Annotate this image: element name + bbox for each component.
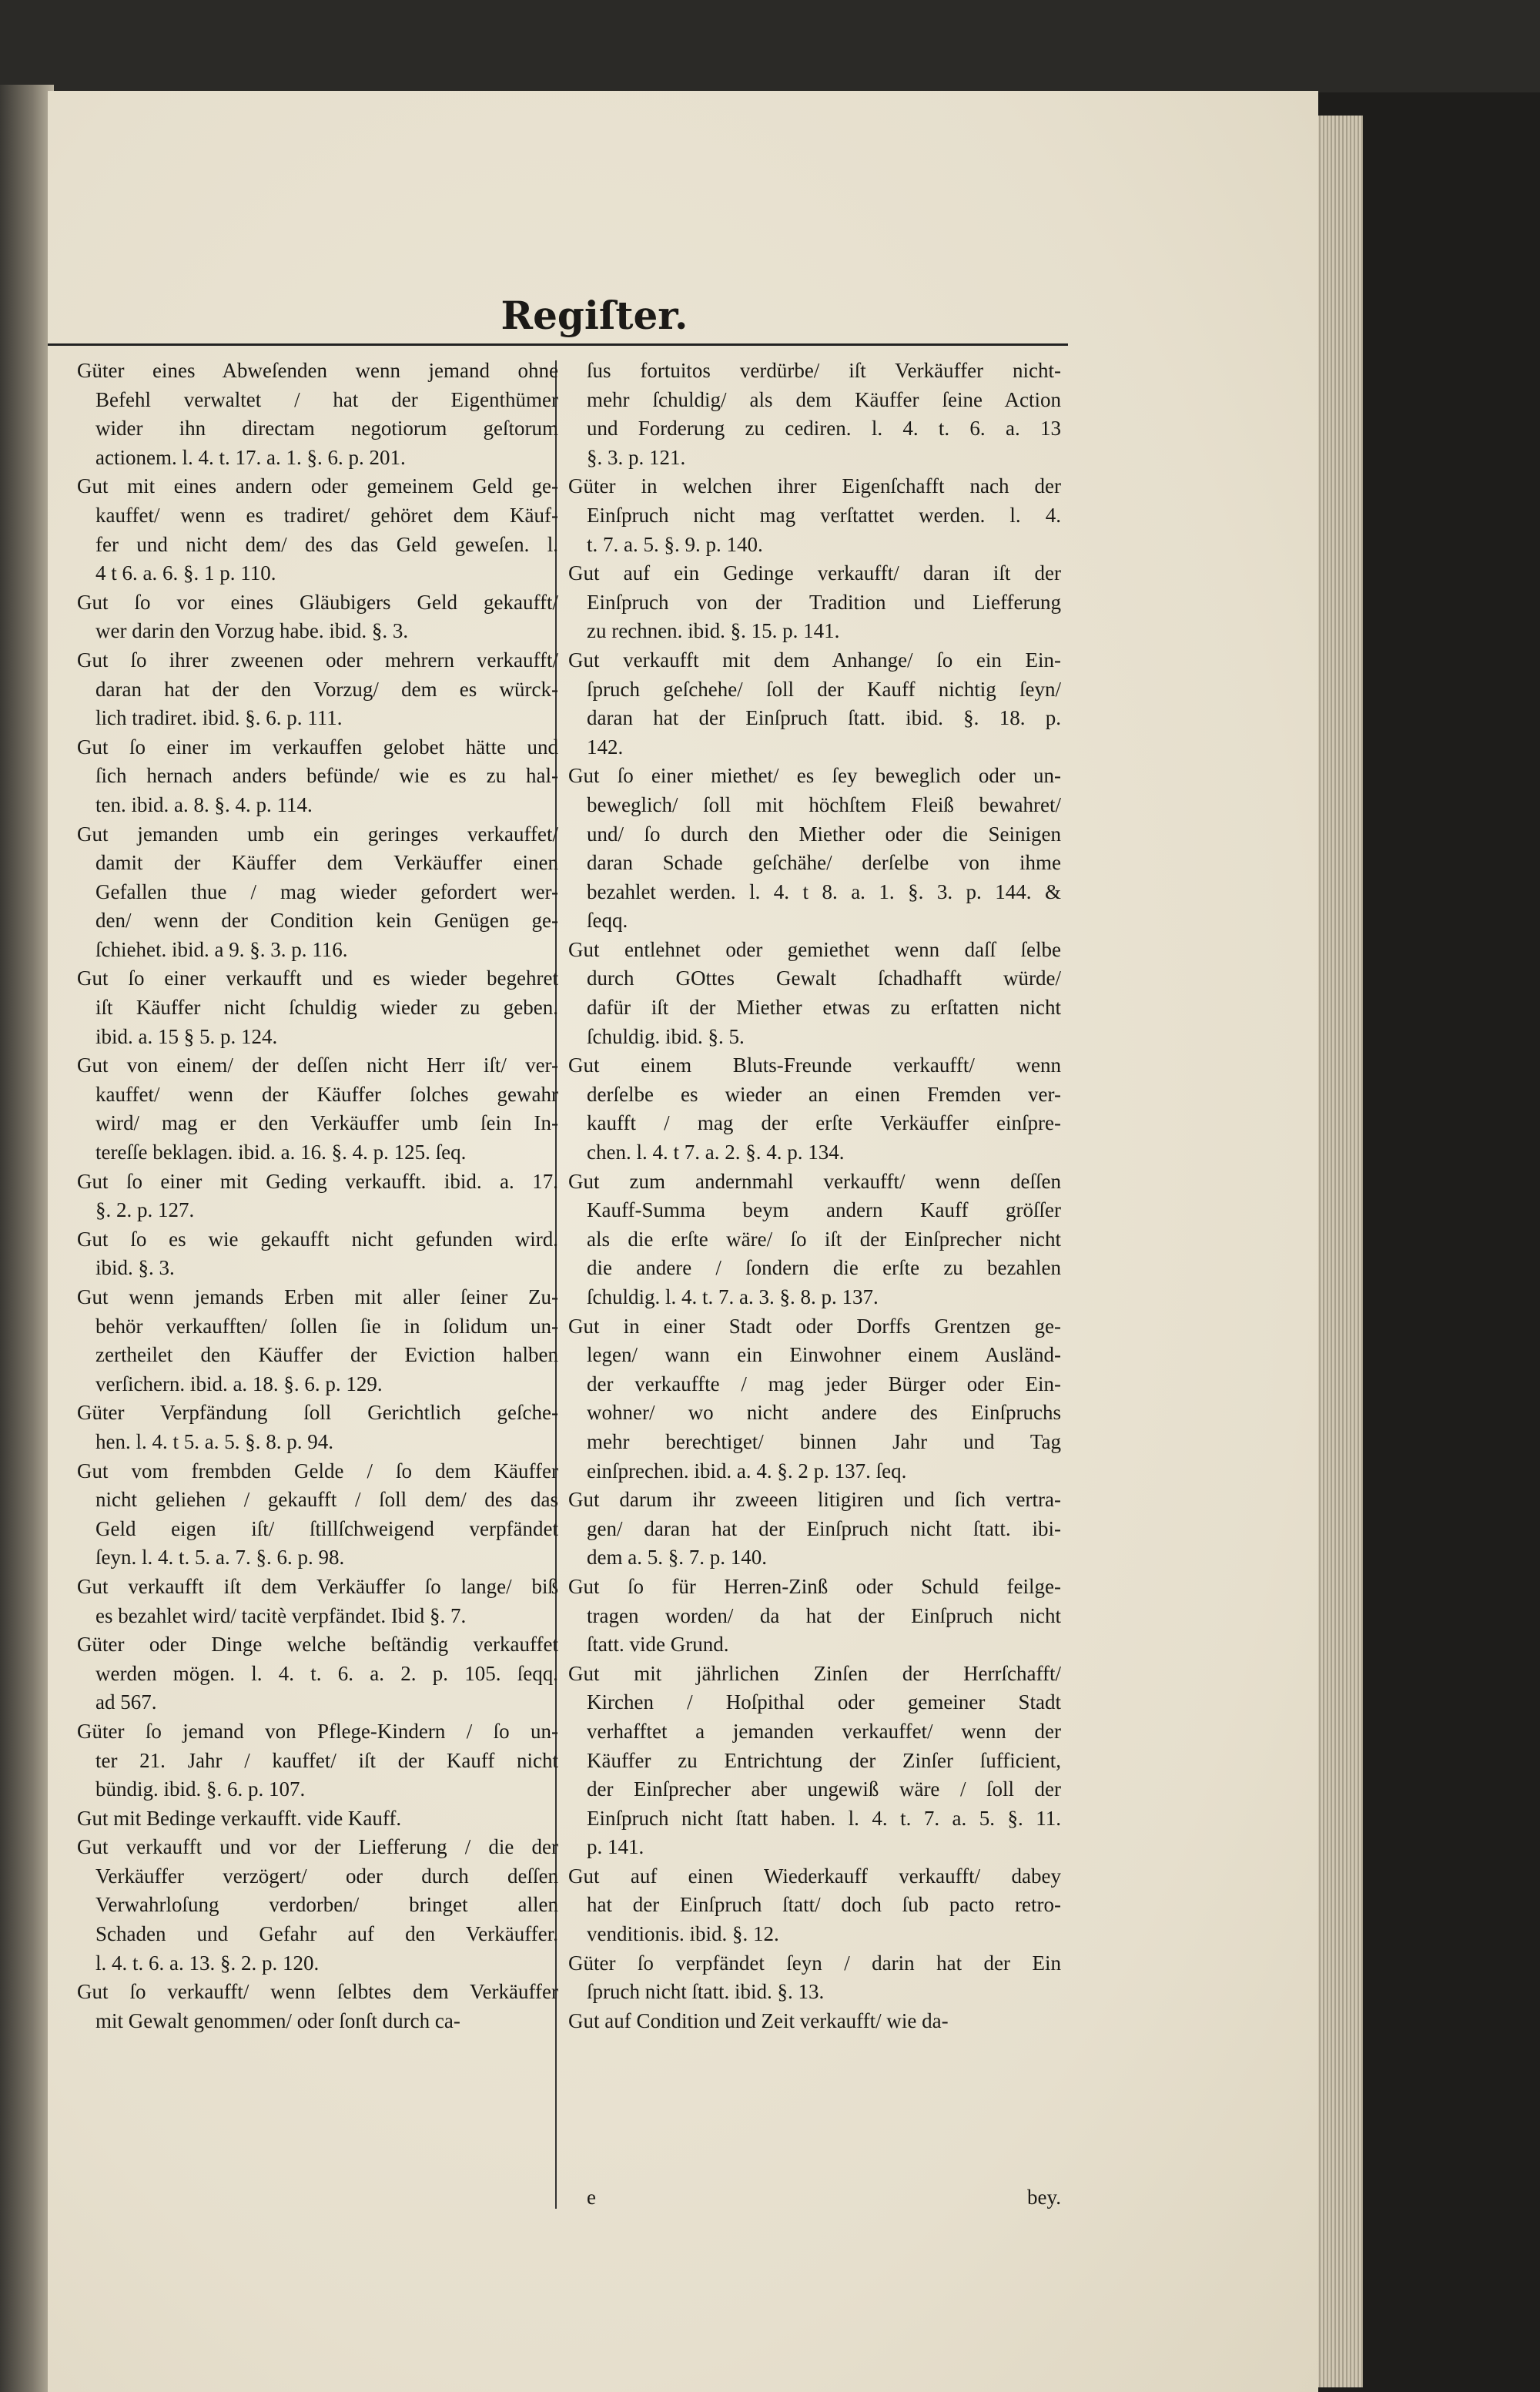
entry-line: zu rechnen. ibid. §. 15. p. 141.: [587, 619, 840, 643]
entry-line: daran hat der den Vorzug/ dem es würck-: [95, 677, 558, 701]
index-entry: [77, 1573, 558, 1630]
entry-line: daran Schade geſchähe/ derſelbe von ihme: [587, 851, 1061, 875]
index-entry: [77, 820, 558, 965]
index-entry: [568, 1949, 1061, 2007]
index-entry: [568, 559, 1061, 646]
entry-line: Einſpruch von der Tradition und Liefferung: [587, 590, 1061, 614]
entry-line: §. 3. p. 121.: [587, 445, 686, 469]
entry-line: Kirchen / Hoſpithal oder gemeiner Stadt: [587, 1690, 1061, 1714]
entry-line: hat der Einſpruch ſtatt/ doch ſub pacto retro-: [587, 1893, 1061, 1917]
entry-line: Gut jemanden umb ein geringes verkauffet/: [77, 822, 558, 846]
entry-line: wird/ mag er den Verkäuffer umb ſein In-: [95, 1111, 558, 1135]
entry-line: verhafftet a jemanden verkauffet/ wenn der: [587, 1719, 1061, 1743]
index-entry: [568, 2007, 1061, 2036]
entry-line: wider ihn directam negotiorum geſtorum: [95, 417, 558, 441]
entry-line: Gut von einem/ der deſſen nicht Herr iſt/ ver-: [77, 1054, 558, 1077]
entry-line: ibid. §. 3.: [95, 1256, 175, 1280]
entry-line: Güter Verpfändung ſoll Gerichtlich geſche-: [77, 1401, 558, 1425]
entry-line: Einſpruch nicht ſtatt haben. l. 4. t. 7. a. 5. §. 11.: [587, 1806, 1061, 1830]
entry-line: bezahlet werden. l. 4. t 8. a. 1. §. 3. p. 144. &: [587, 879, 1061, 903]
entry-line: der Einſprecher aber ungewiß wäre / ſoll der: [587, 1777, 1061, 1801]
index-entry: [568, 472, 1061, 559]
entry-line: Gut ſo vor eines Gläubigers Geld gekaufft/: [77, 590, 558, 614]
index-entry: [77, 1168, 558, 1225]
entry-line: mehr berechtiget/ binnen Jahr und Tag: [587, 1429, 1061, 1453]
entry-line: daran hat der Einſpruch ſtatt. ibid. §. 18. p.: [587, 706, 1061, 730]
index-entry: [77, 1804, 558, 1834]
entry-line: behör verkaufften/ ſollen ſie in ſolidum un-: [95, 1314, 558, 1338]
entry-line: Verkäuffer verzögert/ oder durch deſſen: [95, 1864, 558, 1888]
entry-line: l. 4. t. 6. a. 13. §. 2. p. 120.: [95, 1951, 320, 1975]
entry-line: Gut ſo für Herren-Zinß oder Schuld feilge-: [568, 1574, 1061, 1598]
entry-line: ſtatt. vide Grund.: [587, 1633, 729, 1657]
catchword: bey.: [1027, 2186, 1061, 2209]
entry-line: Gut mit jährlichen Zinſen der Herrſchafft/: [568, 1661, 1061, 1685]
index-entry: [77, 1225, 558, 1283]
entry-line: ad 567.: [95, 1690, 157, 1714]
entry-line: Einſpruch nicht mag verſtattet werden. l. 4.: [587, 503, 1061, 527]
index-entry: [568, 1862, 1061, 1949]
entry-line: Gut auf einen Wiederkauff verkaufft/ dabey: [568, 1864, 1061, 1888]
entry-line: Gut ſo es wie gekaufft nicht gefunden wird.: [77, 1227, 558, 1251]
entry-line: Gut ſo ihrer zweenen oder mehrern verkaufft/: [77, 648, 558, 672]
entry-line: Güter eines Abweſenden wenn jemand ohne: [77, 359, 558, 382]
index-entry: [77, 357, 558, 472]
index-entry: [568, 1660, 1061, 1862]
entry-line: kauffet/ wenn der Käuffer ſolches gewahr: [95, 1082, 558, 1106]
index-entry: [77, 646, 558, 733]
entry-line: derſelbe es wieder an einen Fremden ver-: [587, 1082, 1061, 1106]
index-entry: [77, 1978, 558, 2035]
book-page: [48, 91, 1318, 2392]
entry-line: wer darin den Vorzug habe. ibid. §. 3.: [95, 619, 409, 643]
scan-background-top: [0, 0, 1540, 92]
entry-line: durch GOttes Gewalt ſchadhafft würde/: [587, 967, 1061, 990]
entry-line: Gut verkaufft iſt dem Verkäuffer ſo lange/ biß: [77, 1574, 558, 1598]
page-title: Regiſter.: [500, 293, 688, 338]
entry-line: Kauff-Summa beym andern Kauff gröſſer: [587, 1198, 1061, 1222]
index-entry: [568, 646, 1061, 762]
entry-line: Gut einem Bluts-Freunde verkaufft/ wenn: [568, 1054, 1061, 1077]
entry-line: Schaden und Gefahr auf den Verkäuffer.: [95, 1922, 558, 1946]
page-footer: [568, 2186, 1061, 2209]
entry-line: actionem. l. 4. t. 17. a. 1. §. 6. p. 201.: [95, 445, 406, 469]
entry-line: iſt Käuffer nicht ſchuldig wieder zu geben.: [95, 996, 558, 1020]
entry-line: Güter in welchen ihrer Eigenſchafft nach der: [568, 474, 1061, 498]
entry-line: tragen worden/ da hat der Einſpruch nicht: [587, 1603, 1061, 1627]
entry-line: ſeyn. l. 4. t. 5. a. 7. §. 6. p. 98.: [95, 1546, 345, 1570]
entry-line: dafür iſt der Miether etwas zu erſtatten nicht: [587, 996, 1061, 1020]
entry-line: venditionis. ibid. §. 12.: [587, 1922, 779, 1946]
entry-line: gen/ daran hat der Einſpruch nicht ſtatt. ibi-: [587, 1516, 1061, 1540]
entry-line: p. 141.: [587, 1835, 644, 1859]
entry-line: zertheilet den Käuffer der Eviction halben: [95, 1343, 558, 1367]
entry-line: Gut verkaufft und vor der Liefferung / die der: [77, 1835, 558, 1859]
entry-line: Gut auf ein Gedinge verkaufft/ daran iſt der: [568, 561, 1061, 585]
entry-line: ſich hernach anders befünde/ wie es zu hal-: [95, 764, 558, 788]
index-entry: [77, 1457, 558, 1573]
index-entry: [77, 1717, 558, 1804]
entry-line: Gut zum andernmahl verkaufft/ wenn deſſen: [568, 1169, 1061, 1193]
entry-line: Gut entlehnet oder gemiethet wenn daſſ ſelbe: [568, 937, 1061, 961]
entry-line: kauffet/ wenn es tradiret/ gehöret dem Käuf-: [95, 503, 558, 527]
entry-line: ten. ibid. a. 8. §. 4. p. 114.: [95, 792, 313, 816]
index-entry: [77, 472, 558, 588]
entry-line: Gut ſo einer verkaufft und es wieder begehret: [77, 967, 558, 990]
entry-line: Güter ſo verpfändet ſeyn / darin hat der Ein: [568, 1951, 1061, 1975]
entry-line: lich tradiret. ibid. §. 6. p. 111.: [95, 706, 343, 730]
right-column: [568, 357, 1061, 2035]
index-entry: [77, 588, 558, 646]
entry-line: Geld eigen iſt/ ſtillſchweigend verpfändet: [95, 1516, 558, 1540]
entry-line: fer und nicht dem/ des das Geld geweſen. l.: [95, 532, 558, 556]
index-entry: [77, 1833, 558, 1978]
entry-line: werden mögen. l. 4. t. 6. a. 2. p. 105. ſeqq.: [95, 1661, 558, 1685]
entry-line: kaufft / mag der erſte Verkäuffer einſpre-: [587, 1111, 1061, 1135]
entry-line: chen. l. 4. t 7. a. 2. §. 4. p. 134.: [587, 1141, 845, 1164]
entry-line: Gut ſo einer mit Geding verkaufft. ibid. a. 17.: [77, 1169, 558, 1193]
entry-line: ſpruch nicht ſtatt. ibid. §. 13.: [587, 1980, 825, 2004]
entry-line: legen/ wann ein Einwohner einem Ausländ-: [587, 1343, 1061, 1367]
index-entry: [568, 357, 1061, 472]
entry-line: dem a. 5. §. 7. p. 140.: [587, 1546, 767, 1570]
index-entry: [77, 1399, 558, 1456]
entry-line: damit der Käuffer dem Verkäuffer einen: [95, 851, 558, 875]
entry-line: der verkauffte / mag jeder Bürger oder Ein-: [587, 1372, 1061, 1395]
entry-line: Käuffer zu Entrichtung der Zinſer ſufficient,: [587, 1748, 1061, 1772]
entry-line: ter 21. Jahr / kauffet/ iſt der Kauff nicht: [95, 1748, 558, 1772]
index-entry: [568, 1573, 1061, 1660]
index-entry: [568, 1168, 1061, 1312]
index-entry: [77, 1051, 558, 1167]
entry-line: ſeqq.: [587, 909, 628, 933]
entry-line: ſpruch geſchehe/ ſoll der Kauff nichtig ſeyn/: [587, 677, 1061, 701]
entry-line: den/ wenn der Condition kein Genügen ge-: [95, 909, 558, 933]
entry-line: es bezahlet wird/ tacitè verpfändet. Ibid §. 7.: [95, 1603, 467, 1627]
entry-line: Gut mit eines andern oder gemeinem Geld ge-: [77, 474, 558, 498]
entry-line: Gut in einer Stadt oder Dorffs Grentzen ge-: [568, 1314, 1061, 1338]
left-column: [77, 357, 558, 2035]
entry-line: verſichern. ibid. a. 18. §. 6. p. 129.: [95, 1372, 383, 1395]
entry-line: einſprechen. ibid. a. 4. §. 2 p. 137. ſeq.: [587, 1459, 907, 1482]
entry-line: §. 2. p. 127.: [95, 1198, 195, 1222]
index-entry: [77, 1630, 558, 1717]
entry-line: ſus fortuitos verdürbe/ iſt Verkäuffer nicht-: [587, 359, 1061, 382]
entry-line: 4 t 6. a. 6. §. 1 p. 110.: [95, 561, 276, 585]
entry-line: mit Gewalt genommen/ oder ſonſt durch ca-: [95, 2008, 460, 2032]
index-entry: [568, 1486, 1061, 1573]
book-gutter: [0, 85, 54, 2392]
entry-line: beweglich/ ſoll mit höchſtem Fleiß bewahret/: [587, 792, 1061, 816]
entry-line: Gut wenn jemands Erben mit aller ſeiner Zu-: [77, 1285, 558, 1308]
index-entry: [77, 964, 558, 1051]
entry-line: hen. l. 4. t 5. a. 5. §. 8. p. 94.: [95, 1429, 333, 1453]
signature-mark: e: [587, 2186, 596, 2209]
entry-line: Gut mit Bedinge verkaufft. vide Kauff.: [77, 1806, 402, 1830]
entry-line: ibid. a. 15 § 5. p. 124.: [95, 1024, 278, 1048]
entry-line: Güter oder Dinge welche beſtändig verkauffet: [77, 1633, 558, 1657]
entry-line: Güter ſo jemand von Pflege-Kindern / ſo un-: [77, 1719, 558, 1743]
entry-line: ſchiehet. ibid. a 9. §. 3. p. 116.: [95, 937, 348, 961]
entry-line: wohner/ wo nicht andere des Einſpruchs: [587, 1401, 1061, 1425]
entry-line: und/ ſo durch den Miether oder die Seinigen: [587, 822, 1061, 846]
entry-line: 142.: [587, 735, 624, 759]
index-entry: [77, 733, 558, 820]
entry-line: Gut ſo einer im verkauffen gelobet hätte und: [77, 735, 558, 759]
header-rule: [48, 343, 1068, 346]
entry-line: Gut ſo verkaufft/ wenn ſelbtes dem Verkäuffer: [77, 1980, 558, 2004]
entry-line: Gut ſo einer miethet/ es ſey beweglich oder un-: [568, 764, 1061, 788]
entry-line: als die erſte wäre/ ſo iſt der Einſprecher nicht: [587, 1227, 1061, 1251]
entry-line: nicht geliehen / gekaufft / ſoll dem/ des das: [95, 1488, 558, 1512]
entry-line: tereſſe beklagen. ibid. a. 16. §. 4. p. 125. ſeq.: [95, 1141, 467, 1164]
entry-line: Gut vom frembden Gelde / ſo dem Käuffer: [77, 1459, 558, 1482]
entry-line: Verwahrloſung verdorben/ bringet allen: [95, 1893, 558, 1917]
entry-line: ſchuldig. l. 4. t. 7. a. 3. §. 8. p. 137.: [587, 1285, 879, 1308]
entry-line: Gefallen thue / mag wieder gefordert wer-: [95, 879, 558, 903]
index-entry: [568, 762, 1061, 936]
entry-line: Gut darum ihr zweeen litigiren und ſich vertra-: [568, 1488, 1061, 1512]
entry-line: Gut auf Condition und Zeit verkaufft/ wie da-: [568, 2008, 949, 2032]
entry-line: und Forderung zu cediren. l. 4. t. 6. a. 13: [587, 417, 1061, 441]
entry-line: bündig. ibid. §. 6. p. 107.: [95, 1777, 306, 1801]
index-entry: [77, 1283, 558, 1399]
entry-line: ſchuldig. ibid. §. 5.: [587, 1024, 745, 1048]
index-entry: [568, 1051, 1061, 1167]
entry-line: Gut verkaufft mit dem Anhange/ ſo ein Ein-: [568, 648, 1061, 672]
index-entry: [568, 936, 1061, 1051]
entry-line: Befehl verwaltet / hat der Eigenthümer: [95, 387, 558, 411]
entry-line: t. 7. a. 5. §. 9. p. 140.: [587, 532, 763, 556]
entry-line: die andere / ſondern die erſte zu bezahlen: [587, 1256, 1061, 1280]
entry-line: mehr ſchuldig/ als dem Käuffer ſeine Action: [587, 387, 1061, 411]
index-entry: [568, 1312, 1061, 1486]
